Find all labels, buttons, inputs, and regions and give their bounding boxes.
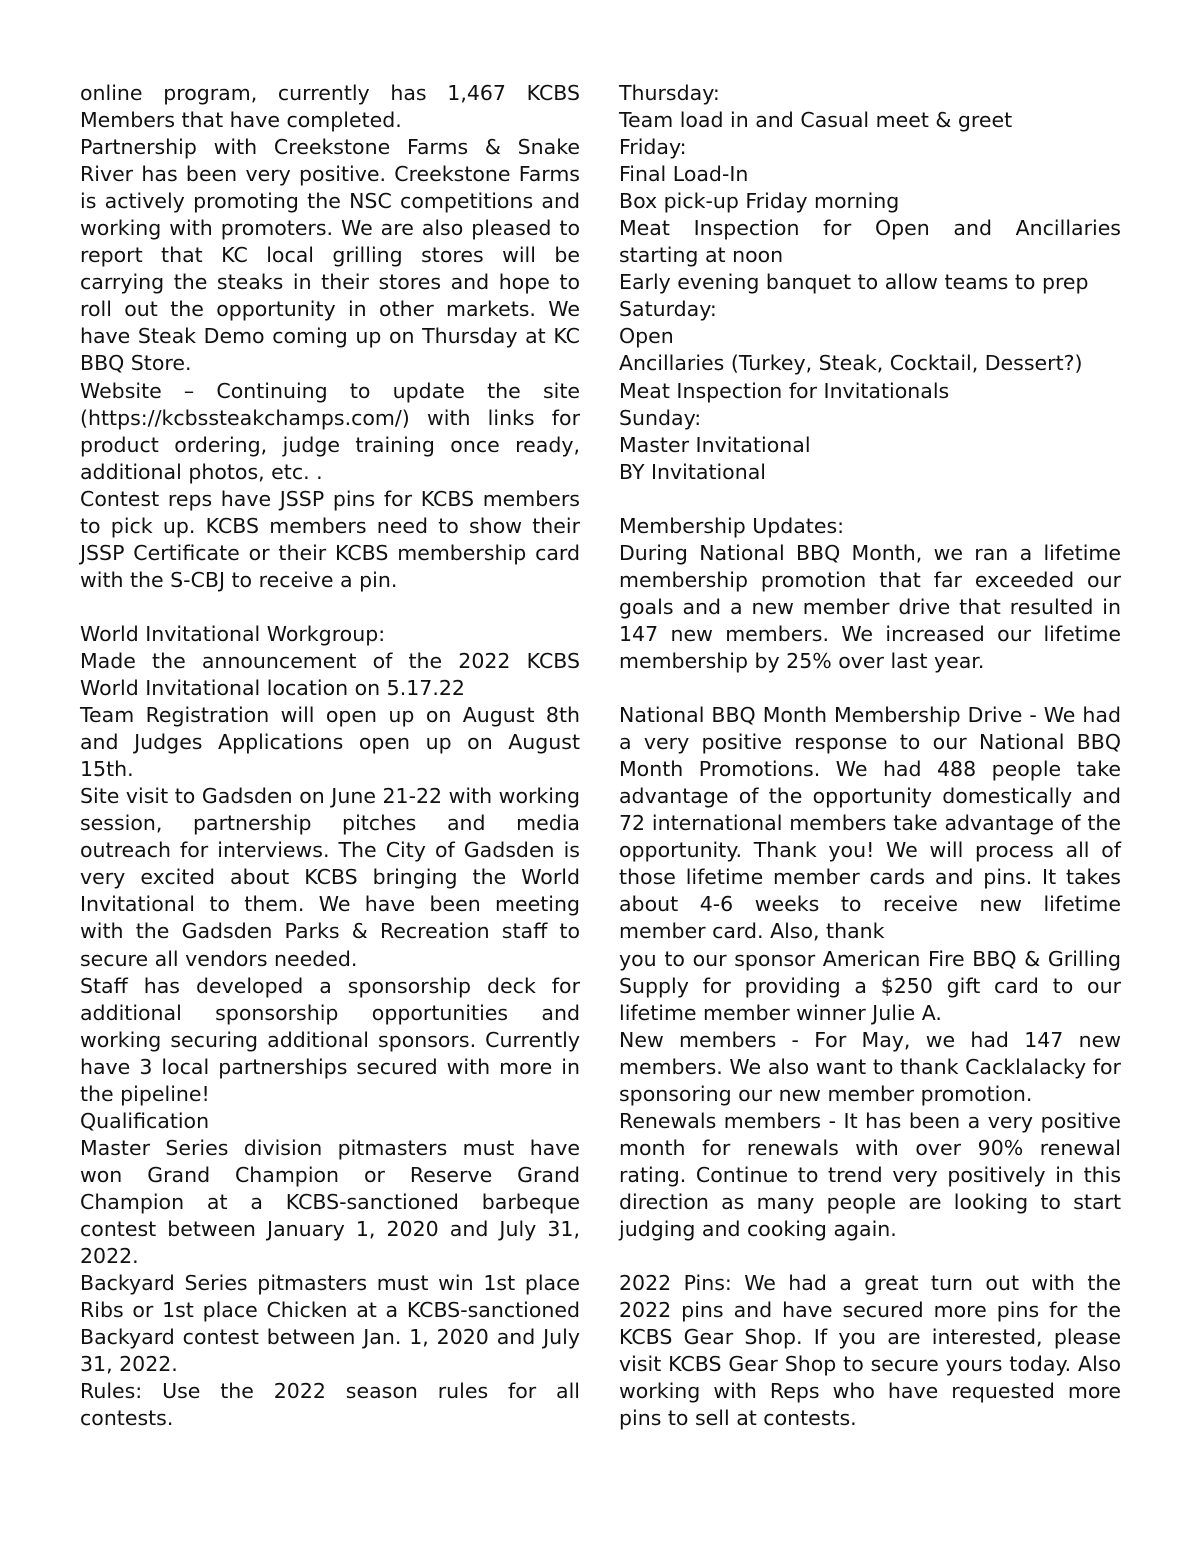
spacer [619, 1243, 1121, 1270]
schedule-item: Team load in and Casual meet & greet [619, 108, 1013, 133]
heading-qualification: Qualification [80, 1108, 210, 1133]
paragraph-website: Website – Continuing to update the site (https://kcbssteakchamps.com/) with links for product ordering, judge training once ready, additional photos, etc. . [80, 378, 580, 484]
paragraph-renewals: Renewals members - It has been a very positive month for renewals with over 90% renewal rating. Continue to trend very positively in this direction as many people are looking to start judging and cooking again. [619, 1108, 1121, 1241]
paragraph-rules: Rules: Use the 2022 season rules for all contests. [80, 1379, 580, 1431]
spacer [619, 675, 1121, 702]
left-column [80, 80, 580, 1432]
schedule-friday-heading: Friday: [619, 135, 687, 160]
paragraph-jssp-pins: Contest reps have JSSP pins for KCBS members to pick up. KCBS members need to show their JSSP Certificate or their KCBS membership card with the S-CBJ to receive a pin. [80, 486, 580, 592]
paragraph-sponsor-thanks: you to our sponsor American Fire BBQ & Grilling Supply for providing a $250 gift card to our lifetime member winner Julie A. [619, 946, 1121, 1025]
schedule-item: Meat Inspection for Open and Ancillaries starting at noon [619, 216, 1121, 268]
paragraph-announcement: Made the announcement of the 2022 KCBS World Invitational location on 5.17.22 [80, 648, 580, 701]
schedule-sunday-heading: Sunday: [619, 405, 702, 430]
paragraph-2022-pins: 2022 Pins: We had a great turn out with the 2022 pins and have secured more pins for the KCBS Gear Shop. If you are interested, please visit KCBS Gear Shop to secure yours today. Also working with Reps who have requested more pins to sell at contests. [619, 1271, 1121, 1431]
schedule-item: Meat Inspection for Invitationals [619, 378, 950, 403]
schedule-thursday-heading: Thursday: [619, 81, 720, 105]
spacer [619, 486, 1121, 513]
paragraph-new-members: New members - For May, we had 147 new members. We also want to thank Cacklalacky for sponsoring our new member promotion. [619, 1027, 1121, 1106]
paragraph-creekstone-partnership: Partnership with Creekstone Farms & Snake River has been very positive. Creekstone Farms is actively promoting the NSC competitions and working with promoters. We are also pleased to report that KC local grilling stores will be carrying the steaks in their stores and hope to roll out the opportunity in other markets. We have Steak Demo coming up on Thursday at KC BBQ Store. [80, 135, 580, 376]
paragraph-team-registration: Team Registration will open up on August 8th and Judges Applications open up on August 15th. [80, 703, 580, 782]
heading-membership-updates: Membership Updates: [619, 513, 845, 538]
schedule-item: Open [619, 324, 674, 349]
paragraph-sponsorship: Staff has developed a sponsorship deck for additional sponsorship opportunities and working securing additional sponsors. Currently have 3 local partnerships secured with more in the pipeline! [80, 973, 580, 1106]
paragraph-membership-drive: National BBQ Month Membership Drive - We had a very positive response to our National BBQ Month Promotions. We had 488 people take advantage of the opportunity domestically and 72 international members take advantage of the opportunity. Thank you! We will process all of those lifetime member cards and pins. It takes about 4-6 weeks to receive new lifetime member card. Also, thank [619, 703, 1121, 944]
paragraph-national-bbq-month: During National BBQ Month, we ran a lifetime membership promotion that far exceeded our goals and a new member drive that resulted in 147 new members. We increased our lifetime membership by 25% over last year. [619, 540, 1121, 673]
schedule-saturday-heading: Saturday: [619, 297, 717, 322]
schedule-item: BY Invitational [619, 459, 766, 484]
paragraph-backyard-series: Backyard Series pitmasters must win 1st place Ribs or 1st place Chicken at a KCBS-sanctioned Backyard contest between Jan. 1, 2020 and July 31, 2022. [80, 1271, 580, 1377]
schedule-item: Master Invitational [619, 432, 811, 457]
schedule-item: Box pick-up Friday morning [619, 189, 900, 214]
schedule-item: Final Load-In [619, 162, 749, 187]
paragraph-online-program: online program, currently has 1,467 KCBS Members that have completed. [80, 81, 580, 133]
heading-world-invitational: World Invitational Workgroup: [80, 621, 386, 646]
schedule-item: Ancillaries (Turkey, Steak, Cocktail, Dessert?) [619, 351, 1083, 376]
right-column [619, 80, 1121, 1432]
spacer [80, 594, 580, 621]
paragraph-master-series: Master Series division pitmasters must have won Grand Champion or Reserve Grand Champion at a KCBS-sanctioned barbeque contest between January 1, 2020 and July 31, 2022. [80, 1135, 580, 1269]
schedule-item: Early evening banquet to allow teams to prep [619, 270, 1089, 295]
paragraph-site-visit: Site visit to Gadsden on June 21-22 with working session, partnership pitches and media outreach for interviews. The City of Gadsden is very excited about KCBS bringing the World Invitational to them. We have been meeting with the Gadsden Parks & Recreation staff to secure all vendors needed. [80, 784, 580, 971]
